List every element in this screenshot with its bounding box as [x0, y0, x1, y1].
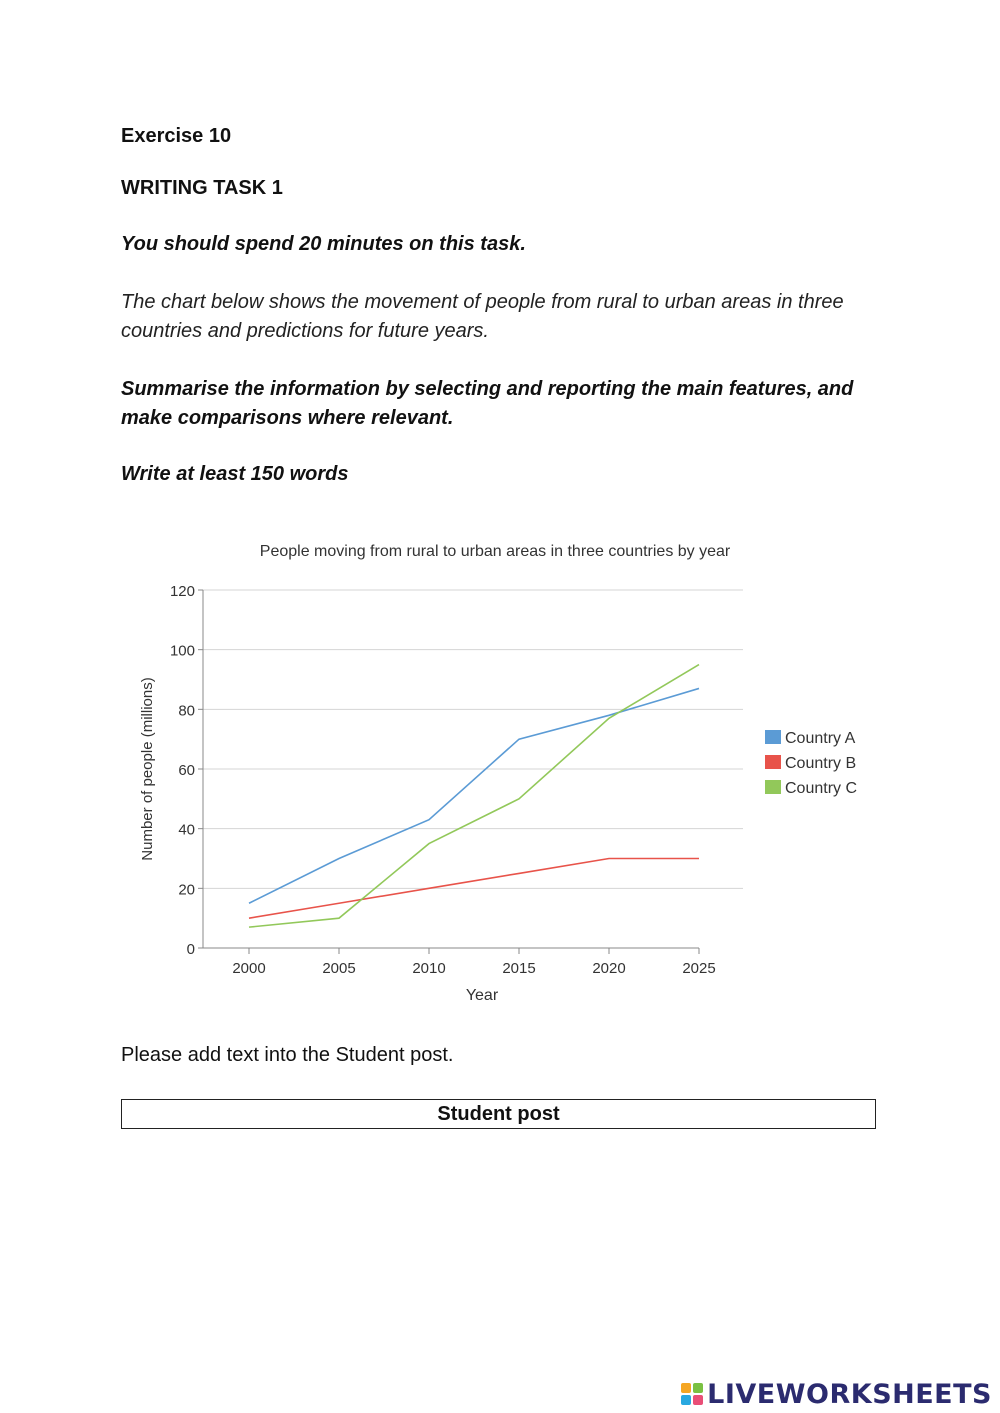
exercise-heading: Exercise 10 [121, 125, 232, 147]
y-tick-label: 40 [178, 821, 195, 839]
add-text-note: Please add text into the Student post. [121, 1044, 454, 1066]
x-tick-label: 2015 [502, 960, 536, 977]
word-count-instruction: Write at least 150 words [121, 463, 349, 485]
y-tick-label: 120 [169, 583, 195, 600]
x-tick-label: 2020 [592, 960, 626, 977]
y-axis-label: Number of people (millions) [139, 677, 156, 861]
liveworksheets-logo-icon [681, 1383, 703, 1405]
liveworksheets-logo-text: LIVEWORKSHEETS [707, 1378, 992, 1410]
chart-title: People moving from rural to urban areas in three countries by year [259, 543, 731, 560]
legend-swatch-country-a [765, 730, 781, 744]
legend-label-country-c: Country C [785, 780, 858, 797]
legend-label-country-a: Country A [785, 730, 856, 747]
line-chart [130, 530, 890, 1010]
series-line-country-c [249, 665, 699, 928]
chart-gridlines [203, 590, 743, 888]
legend-label-country-b: Country B [785, 755, 857, 772]
legend-swatch-country-b [765, 755, 781, 769]
y-tick-label: 0 [186, 941, 195, 958]
chart-legend [765, 730, 857, 797]
y-tick-label: 60 [178, 762, 195, 779]
chart-series [249, 665, 699, 928]
liveworksheets-logo [681, 1376, 992, 1412]
chart-description: The chart below shows the movement of people from rural to urban areas in three countries and predictions for future years. [121, 291, 844, 342]
task-heading: WRITING TASK 1 [121, 177, 283, 199]
x-tick-label: 2025 [682, 960, 716, 977]
series-line-country-a [249, 688, 699, 903]
x-tick-label: 2000 [232, 960, 266, 977]
y-tick-label: 100 [169, 642, 195, 660]
y-tick-label: 20 [178, 881, 195, 899]
student-post-label: Student post [437, 1103, 560, 1125]
x-tick-label: 2010 [412, 960, 446, 977]
time-instruction: You should spend 20 minutes on this task. [121, 233, 526, 255]
legend-swatch-country-c [765, 780, 781, 794]
x-tick-label: 2005 [322, 960, 356, 977]
student-post-box[interactable] [121, 1099, 876, 1129]
summarise-instruction: Summarise the information by selecting and reporting the main features, and make comparisons where relevant. [121, 378, 854, 429]
y-tick-label: 80 [178, 702, 195, 720]
x-axis-label: Year [465, 987, 499, 1004]
